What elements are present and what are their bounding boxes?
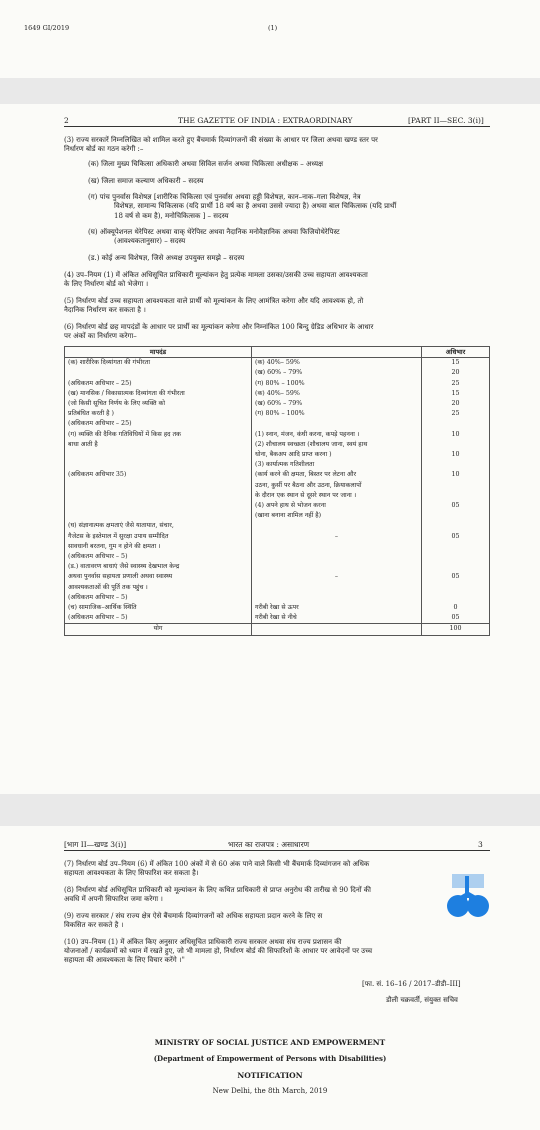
table-cell: (1) स्नान, मंजन, कंघी करना, कपड़े पहनना । (252, 430, 422, 440)
table-cell: (खाना बनाना शामिल नहीं है) (252, 511, 422, 521)
table-cell: 05 (422, 501, 490, 511)
table-cell (65, 491, 252, 501)
table-cell: 05 (422, 532, 490, 542)
weightage-table (64, 346, 490, 636)
table-cell (422, 481, 490, 491)
text-line: के लिए निर्धारण बोर्ड को भेजेगा । (64, 280, 149, 288)
table-cell (65, 511, 252, 521)
table-row (65, 572, 490, 582)
text-line: (8) निर्धारण बोर्ड अधिसूचित प्राधिकारी को मूल्यांकन के लिए कथित प्राधिकारी से प्राप्त अनुरोध की तारीख से 90 दिनों की (64, 886, 371, 894)
table-row (65, 583, 490, 593)
table-cell: 10 (422, 470, 490, 480)
page-header-part: [PART II—SEC. 3(i)] (408, 116, 484, 125)
table-row (65, 460, 490, 470)
text-line: योजनाओं / कार्यक्रमों को ध्यान में रखते हुए, जो भी मामला हो, निर्धारण बोर्ड की सिफारिशों के आधार पर आवेदनों पर उच्च (64, 947, 373, 955)
table-row (65, 624, 490, 635)
page-header-part: [भाग II—खण्ड 3(i)] (64, 840, 127, 849)
table-cell: (ग) 80% – 100% (252, 379, 422, 389)
table-cell: (2) शौचालय स्वच्छता (शौचालय जाना, स्वयं हाथ (252, 440, 422, 450)
notification-heading: NOTIFICATION (237, 1071, 303, 1080)
table-cell: 15 (422, 389, 490, 399)
table-cell: सावधानी बरतना, गुम न होने की क्षमता । (65, 542, 252, 552)
table-row (65, 501, 490, 511)
table-row (65, 419, 490, 429)
table-cell: धोना, बैकअप आदि प्राप्त करना ) (252, 450, 422, 460)
table-cell: 05 (422, 613, 490, 624)
table-cell: 25 (422, 409, 490, 419)
table-cell: (ग) व्यक्ति की दैनिक गतिविधियों में किस हद तक (65, 430, 252, 440)
table-cell: 20 (422, 368, 490, 378)
table-cell (65, 450, 252, 460)
text-line: (7) निर्धारण बोर्ड उप–नियम (6) में अंकित 100 अंकों में से 60 अंक पाने वाले किसी भी बैंचमार्क दिव्यांगजन को अधिक (64, 860, 370, 868)
table-cell: (क) 40%– 59% (252, 358, 422, 369)
column-header: मापदंड (65, 347, 252, 358)
table-cell (65, 481, 252, 491)
department-title: (Department of Empowerment of Persons with Disabilities) (153, 1054, 387, 1063)
ministry-title: MINISTRY OF SOCIAL JUSTICE AND EMPOWERMENT (154, 1038, 386, 1047)
table-cell: (अधिकतम अधिभार 35) (65, 470, 252, 480)
table-cell: (घ) संज्ञानात्मक क्षमताएं जैसे यातायात, संचार, (65, 521, 252, 531)
text-line: (10) उप–नियम (1) में अंकित किए अनुसार अधिसूचित प्राधिकारी राज्य सरकार अथवा संघ राज्य प्रशासन की (64, 938, 342, 946)
table-cell (422, 460, 490, 470)
table-row (65, 491, 490, 501)
table-cell: प्रतिबंधित करती है ) (65, 409, 252, 419)
text-line: अवधि में अपनी सिफारिश जमा करेगा । (64, 895, 163, 903)
text-line: (6) निर्धारण बोर्ड छह मापदंडों के आधार पर प्रार्थी का मूल्यांकन करेगा और निम्नांकित 100 बिन्दु ग्रेडिड अधिभार के आधार (64, 323, 374, 331)
text-line: (क) जिला मुख्य चिकित्सा अधिकारी अथवा सिविल सर्जन अथवा चिकित्सा अधीक्षक – अध्यक्ष (88, 160, 324, 168)
table-row (65, 603, 490, 613)
table-cell (422, 583, 490, 593)
table-cell: (अधिकतम अधिभार – 25) (65, 379, 252, 389)
gazette-code: 1649 GI/2019 (24, 24, 70, 32)
table-cell (422, 552, 490, 562)
table-cell: 0 (422, 603, 490, 613)
page-number: (1) (268, 24, 278, 32)
table-cell (252, 593, 422, 603)
table-cell (252, 419, 422, 429)
table-row (65, 562, 490, 572)
table-cell: 10 (422, 430, 490, 440)
table-cell: (जो किसी सूचित निर्णय के लिए व्यक्ति को (65, 399, 252, 409)
table-cell: गरीबी रेखा से ऊपर (252, 603, 422, 613)
table-cell: अथवा पुनर्वास सहायता प्रणाली अथवा स्वास्थ्य (65, 572, 252, 582)
table-cell (422, 521, 490, 531)
table-cell: 20 (422, 399, 490, 409)
header-rule (64, 126, 490, 127)
table-row (65, 613, 490, 624)
table-row (65, 521, 490, 531)
table-row (65, 593, 490, 603)
text-line: (9) राज्य सरकार / संघ राज्य क्षेत्र ऐसे बैंचमार्क दिव्यांगजनों को अधिक सहायता प्रदान करने के लिए स (64, 912, 323, 920)
table-cell: – (252, 532, 422, 542)
table-cell (422, 542, 490, 552)
table-cell: 15 (422, 358, 490, 369)
table-cell: (अधिकतम अधिभार – 5) (65, 552, 252, 562)
table-cell: (अधिकतम अधिभार – 5) (65, 613, 252, 624)
table-cell (252, 552, 422, 562)
table-cell (65, 368, 252, 378)
table-row (65, 368, 490, 378)
selection-handle-icon[interactable] (446, 872, 490, 922)
table-cell: (अधिकतम अधिभार – 25) (65, 419, 252, 429)
page-number: 3 (478, 840, 483, 849)
table-cell: आवश्यकताओं की पूर्ति तक पहुंच । (65, 583, 252, 593)
table-cell (252, 562, 422, 572)
table-row (65, 389, 490, 399)
table-cell: बाधा आती है (65, 440, 252, 450)
table-cell: (ड.) वातावरण बाधाएं जैसे स्वास्थ्य देखभाल केन्द्र (65, 562, 252, 572)
table-cell (252, 521, 422, 531)
table-cell: 100 (422, 624, 490, 635)
table-cell: (क) 40%– 59% (252, 389, 422, 399)
table-row (65, 440, 490, 450)
text-line: (ड.) कोई अन्य विशेषज्ञ, जिसे अध्यक्ष उपयुक्त समझे – सदस्य (88, 254, 245, 262)
table-row (65, 430, 490, 440)
table-cell: (ख) 60% – 79% (252, 399, 422, 409)
table-row (65, 399, 490, 409)
text-line: सहायता आवश्यकता के लिए सिफारिश कर सकता है। (64, 869, 199, 877)
page-header-title: THE GAZETTE OF INDIA : EXTRAORDINARY (178, 116, 353, 125)
file-number: [फा. सं. 16–16 / 2017–डीडी–III] (362, 980, 461, 988)
table-cell (65, 460, 252, 470)
header-rule (64, 850, 490, 851)
table-cell: उठना, कुर्सी पर बैठना और उठना, क्रियाकलापों (252, 481, 422, 491)
column-header (252, 347, 422, 358)
table-cell: 10 (422, 450, 490, 460)
table-row (65, 552, 490, 562)
table-cell (422, 491, 490, 501)
text-line: (4) उप–नियम (1) में अंकित अधिसूचित प्राधिकारी मूल्यांकन हेतु प्रत्येक मामला उसका/उसकी उच्च सहायता आवश्यकता (64, 271, 368, 279)
signatory: डौली चक्रवर्ती, संयुक्त सचिव (386, 996, 458, 1004)
text-line: (आवश्यकतानुसार) – सदस्य (114, 237, 186, 245)
table-cell: – (252, 572, 422, 582)
date-line: New Delhi, the 8th March, 2019 (212, 1087, 328, 1095)
table-cell: (क) शारीरिक दिव्यांगता की गंभीरता (65, 358, 252, 369)
table-row (65, 379, 490, 389)
column-header: अधिभार (422, 347, 490, 358)
text-line: सहायता की आवश्यकता के लिए विचार करेंगे ।" (64, 956, 185, 964)
text-line: विशेषज्ञ, सामान्य चिकित्सक (यदि प्रार्थी 18 वर्ष का है अथवा उससे ज्यादा है) अथवा बाल चिकित्सक (यदि प्रार्थी (114, 202, 397, 210)
text-line: (ख) जिला समाज कल्याण अधिकारी – सदस्य (88, 177, 204, 185)
text-line: विकसित कर सकते है । (64, 921, 124, 929)
table-cell: गैजेटस के इस्तेमाल में सुरक्षा उपाय सम्मीदित (65, 532, 252, 542)
table-cell: (अधिकतम अधिभार – 5) (65, 593, 252, 603)
table-cell: (कार्य करने की क्षमता, बिस्तर पर लेटना और (252, 470, 422, 480)
table-cell: (3) कार्यात्मक गतिशीलता (252, 460, 422, 470)
table-cell: (ख) 60% – 79% (252, 368, 422, 378)
table-row (65, 450, 490, 460)
table-row (65, 532, 490, 542)
table-body (65, 358, 490, 635)
table-row (65, 470, 490, 480)
table-cell: (च) सामाजिक–आर्थिक स्थिति (65, 603, 252, 613)
table-row (65, 358, 490, 369)
table-row (65, 511, 490, 521)
table-cell (422, 419, 490, 429)
page-fragment-top (0, 0, 540, 78)
table-cell (252, 583, 422, 593)
table-cell (65, 501, 252, 511)
table-cell: 25 (422, 379, 490, 389)
text-line: 18 वर्ष से कम है), मनोचिकित्सक ] – सदस्य (114, 212, 229, 220)
table-cell: के दौरान एक स्थान से दूसरे स्थान पर जाना । (252, 491, 422, 501)
text-line: (घ) ऑक्यूपेशनल थेरेपिस्ट अथवा वाक् थेरेपिस्ट अथवा नैदानिक मनोवैज्ञानिक अथवा फिजियोथेरेपिस्ट (88, 228, 340, 236)
table-cell (252, 624, 422, 635)
table-row (65, 409, 490, 419)
text-line: (3) राज्य सरकारें निम्नलिखित को शामिल करते हुए बैंचमार्क दिव्यांगजनों की संख्या के आधार पर जिला अथवा खण्ड स्तर पर (64, 136, 378, 144)
page-header-title: भारत का राजपत्र : असाधारण (228, 840, 310, 849)
table-cell (252, 542, 422, 552)
page-number: 2 (64, 116, 69, 125)
text-line: (5) निर्धारण बोर्ड उच्च सहायता आवश्यकता वाले प्रार्थी को मूल्यांकन के लिए आमंत्रित करेगा और यदि आवश्यक हो, तो (64, 297, 364, 305)
table-cell (422, 440, 490, 450)
table-header-row (65, 347, 490, 358)
table-cell: 05 (422, 572, 490, 582)
table-cell (422, 562, 490, 572)
table-row (65, 481, 490, 491)
text-line: नैदानिक निर्धारण कर सकता है । (64, 306, 146, 314)
table-cell: (ग) 80% – 100% (252, 409, 422, 419)
table-row (65, 542, 490, 552)
table-cell: योग (65, 624, 252, 635)
table-cell: (4) अपने हाथ से भोजन करना (252, 501, 422, 511)
table-cell: गरीबी रेखा से नीचे (252, 613, 422, 624)
table-cell: (ख) मानसिक / विकासात्मक दिव्यांगता की गंभीरता (65, 389, 252, 399)
text-line: निर्धारण बोर्ड का गठन करेगी :– (64, 145, 144, 153)
text-line: (ग) पांच पुनर्वास विशेषज्ञ [शारीरिक चिकित्सा एवं पुनर्वास अथवा हड्डी विशेषज्ञ, कान–नाक–गला विशेषज्ञ, नेत्र (88, 193, 361, 201)
table-cell (422, 593, 490, 603)
table-cell (422, 511, 490, 521)
text-line: पर अंकों का निर्धारण करेगा– (64, 332, 137, 340)
